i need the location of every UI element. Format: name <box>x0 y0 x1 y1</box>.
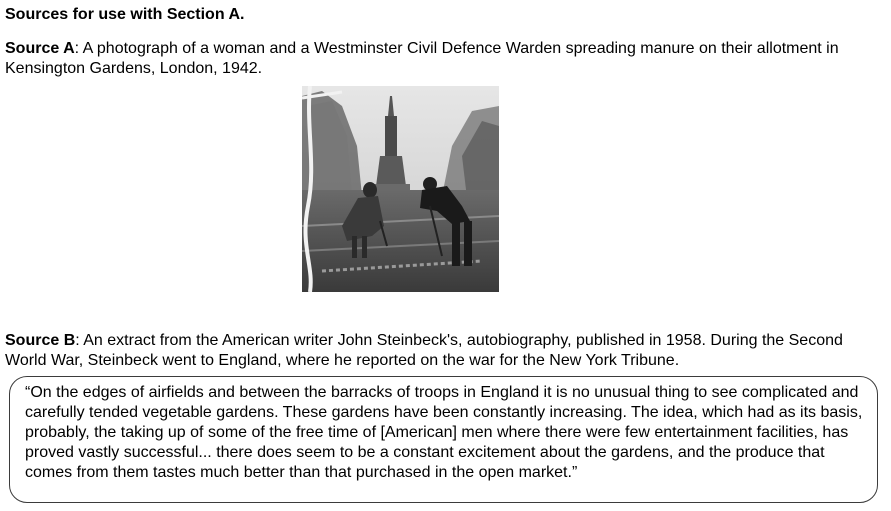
source-a-caption <box>5 39 865 79</box>
source-a-label: Source A <box>5 40 75 57</box>
source-b-description: : An extract from the American writer John Steinbeck's, autobiography, published in 1958. During the Second World War, Steinbeck went to England, where he reported on the war for the New York Tribune. <box>5 332 843 369</box>
steinbeck-quote: “On the edges of airfields and between the barracks of troops in England it is no unusual thing to see complicated and carefully tended vegetable gardens. These gardens have been constantly increasing. The idea, which had as its basis, probably, the taking up of some of the free time of [American] men where there were few entertainment facilities, has proved vastly successful... there does seem to be a constant excitement about the gardens, and the produce that comes from them tastes much better than that purchased in the open market.” <box>25 384 863 481</box>
section-heading: Sources for use with Section A. <box>5 6 245 23</box>
source-b-label: Source B <box>5 332 76 349</box>
source-b-caption <box>5 331 885 371</box>
allotment-photograph <box>302 86 499 292</box>
source-a-description: : A photograph of a woman and a Westminster Civil Defence Warden spreading manure on their allotment in Kensington Gardens, London, 1942. <box>5 40 839 77</box>
